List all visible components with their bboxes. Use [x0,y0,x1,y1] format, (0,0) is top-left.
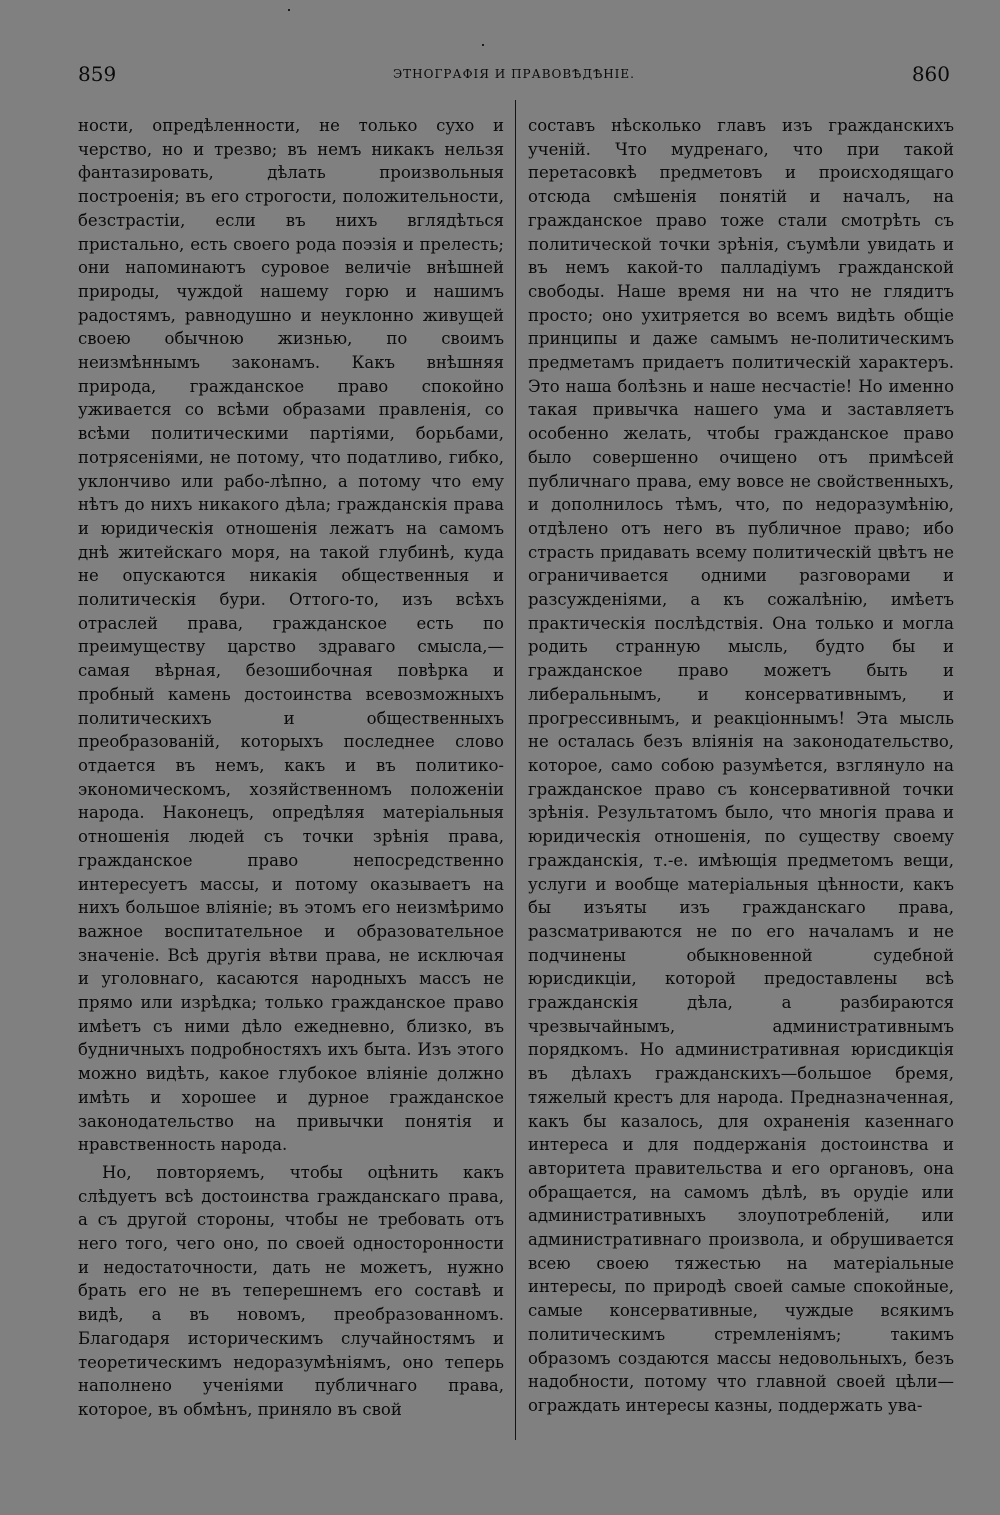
right-column [528,114,954,1444]
column-divider [515,100,516,1440]
running-title: ЭТНОГРАФІЯ И ПРАВОВѢДѢНІЕ. [393,67,635,81]
page-number-right: 860 [911,62,950,86]
left-column [78,114,504,1444]
left-paragraph-1: ности, опредѣленности, не только сухо и черство, но и трезво; въ немъ никакъ нельзя фантазировать, дѣлать произвольныя построенія; въ его строгости, положительности, безстрастіи, если въ нихъ вглядѣться пристально, есть своего рода поэзія и прелесть; они напоминаютъ суровое величіе внѣшней природы, чуждой нашему горю и нашимъ радостямъ, равнодушно и неуклонно живущей своею обычною жизнью, по своимъ неизмѣннымъ законамъ. Какъ внѣшняя природа, гражданское право спокойно уживается со всѣми образами правленія, со всѣми политическими партіями, борьбами, потрясеніями, не потому, что податливо, гибко, уклончиво или рабо-лѣпно, а потому что ему нѣтъ до нихъ никакого дѣла; гражданскія права и юридическія отношенія лежатъ на самомъ днѣ житейскаго моря, на такой глубинѣ, куда не опускаются никакія общественныя и политическія бури. Оттого-то, изъ всѣхъ отраслей права, гражданское есть по преимуществу царство здраваго смысла,—самая вѣрная, безошибочная повѣрка и пробный камень достоинства всевозможныхъ политическихъ и общественныхъ преобразованій, которыхъ последнее слово отдается въ немъ, какъ и въ политико-экономическомъ, хозяйственномъ положеніи народа. Наконецъ, опредѣляя матеріальныя отношенія людей съ точки зрѣнія права, гражданское право непосредственно интересуетъ массы, и потому оказываетъ на нихъ большое вліяніе; въ этомъ его неизмѣримо важное воспитательное и образовательное значеніе. Всѣ другія вѣтви права, не исключая и уголовнаго, касаются народныхъ массъ не прямо или изрѣдка; только гражданское право имѣетъ съ ними дѣло ежедневно, близко, въ будничныхъ подробностяхъ ихъ быта. Изъ этого можно видѣть, какое глубокое вліяніе должно имѣть и хорошее и дурное гражданское законодательство на привычки понятія и нравственность народа. [78,116,504,1155]
left-paragraph-2: Но, повторяемъ, чтобы оцѣнить какъ слѣдуетъ всѣ достоинства гражданскаго права, а съ другой стороны, чтобы не требовать отъ него того, чего оно, по своей односторонности и недостаточности, дать не можетъ, нужно брать его не въ теперешнемъ его составѣ и видѣ, а въ новомъ, преобразованномъ. Благодаря историческимъ случайностямъ и теоретическимъ недоразумѣніямъ, оно теперь наполнено ученіями публичнаго права, которое, въ обмѣнъ, приняло въ свой [78,1162,504,1419]
scan-speck [482,44,484,46]
scan-speck [288,9,290,11]
page-header [78,62,950,92]
page-number-left: 859 [78,62,117,86]
right-paragraph-1: составъ нѣсколько главъ изъ гражданскихъ ученій. Что мудренаго, что при такой перетасовкѣ предметовъ и происходящаго отсюда смѣшенія понятій и началъ, на гражданское право тоже стали смотрѣть съ политической точки зрѣнія, съумѣли увидать и въ немъ какой-то палладіумъ гражданской свободы. Наше время ни на что не глядитъ просто; оно ухитряется во всемъ видѣть общіе принципы и даже самымъ не-политическимъ предметамъ придаетъ политическій характеръ. Это наша болѣзнь и наше несчастіе! Но именно такая привычка нашего ума и заставляетъ особенно желать, чтобы гражданское право было совершенно очищено отъ примѣсей публичнаго права, ему вовсе не свойственныхъ, и дополнилось тѣмъ, что, по недоразумѣнію, отдѣлено отъ него въ публичное право; ибо страсть придавать всему политическій цвѣтъ не ограничивается одними разговорами и разсужденіями, а къ сожалѣнію, имѣетъ практическія послѣдствія. Она только и могла родить странную мысль, будто бы и гражданское право можетъ быть и либеральнымъ, и консервативнымъ, и прогрессивнымъ, и реакціоннымъ! Эта мысль не осталась безъ вліянія на законодательство, которое, само собою разумѣется, взглянуло на гражданское право съ консервативной точки зрѣнія. Результатомъ было, что многія права и юридическія отношенія, по существу своему гражданскія, т.-е. имѣющія предметомъ вещи, услуги и вообще матеріальныя цѣнности, какъ бы изъяты изъ гражданскаго права, разсматриваются не по его началамъ и не подчинены обыкновенной судебной юрисдикціи, которой предоставлены всѣ гражданскія дѣла, а разбираются чрезвычайнымъ, административнымъ порядкомъ. Но административная юрисдикція въ дѣлахъ гражданскихъ—большое бремя, тяжелый крестъ для народа. Предназначенная, какъ бы казалось, для охраненія казеннаго интереса и для поддержанія достоинства и авторитета правительства и его органовъ, она обращается, на самомъ дѣлѣ, въ орудіе или административныхъ злоупотребленій, или административнаго произвола, и обрушивается всею своею тяжестью на матеріальные интересы, по природѣ своей самые спокойные, самые консервативные, чуждые всякимъ политическимъ стремленіямъ; такимъ образомъ создаются массы недовольныхъ, безъ надобности, потому что главной своей цѣли—ограждать интересы казны, поддержать ува- [528,116,954,1415]
